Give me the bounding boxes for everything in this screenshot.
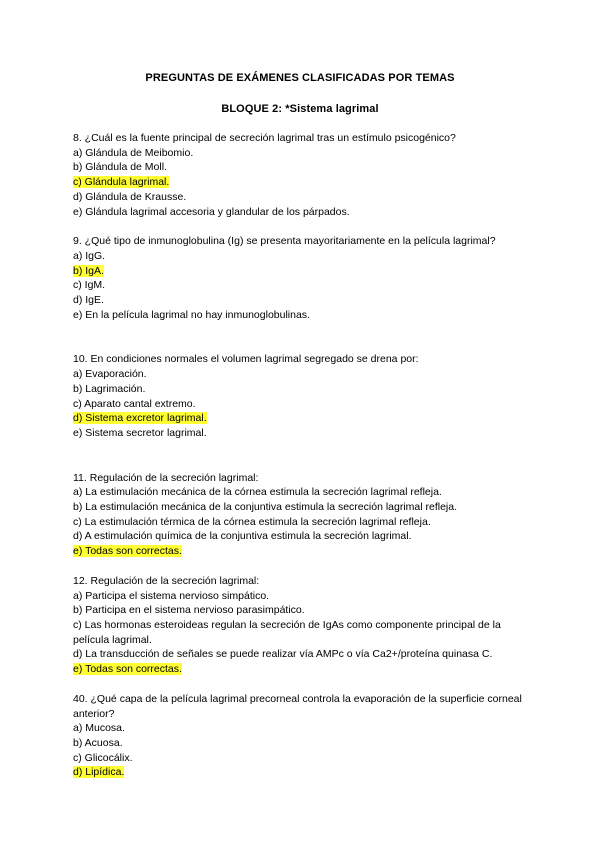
option: b) Acuosa. [73, 736, 123, 749]
option: b) Lagrimación. [73, 382, 146, 395]
option-correct [73, 175, 533, 190]
option: e) Sistema secretor lagrimal. [73, 426, 207, 439]
option: c) Glicocálix. [73, 751, 133, 764]
option: d) IgE. [73, 294, 104, 307]
option-correct [73, 544, 533, 559]
correct-answer-highlight: e) Todas son correctas. [73, 663, 182, 676]
question-text: 11. Regulación de la secreción lagrimal: [73, 471, 259, 484]
question-8 [73, 131, 533, 219]
option: a) Mucosa. [73, 722, 125, 735]
option: d) Glándula de Krausse. [73, 190, 187, 203]
option: c) La estimulación térmica de la córnea estimula la secreción lagrimal refleja. [73, 515, 431, 528]
option: c) Las hormonas esteroideas regulan la secreción de IgAs como componente principal de la película lagrimal. [73, 618, 501, 646]
question-10 [73, 352, 533, 440]
option: d) La transducción de señales se puede realizar vía AMPc o vía Ca2+/proteína quinasa C. [73, 648, 493, 661]
question-text: 12. Regulación de la secreción lagrimal: [73, 574, 260, 587]
option-correct [73, 662, 533, 677]
question-list [73, 131, 533, 780]
question-text: 40. ¿Qué capa de la película lagrimal precorneal controla la evaporación de la superficie corneal anterior? [73, 692, 522, 720]
question-text: 8. ¿Cuál es la fuente principal de secreción lagrimal tras un estímulo psicogénico? [73, 132, 456, 144]
question-text: 10. En condiciones normales el volumen lagrimal segregado se drena por: [73, 353, 419, 366]
correct-answer-highlight: d) Sistema excretor lagrimal. [73, 412, 207, 425]
question-40 [73, 692, 533, 780]
option: d) A estimulación química de la conjuntiva estimula la secreción lagrimal. [73, 530, 412, 543]
correct-answer-highlight: c) Glándula lagrimal. [73, 176, 170, 189]
correct-answer-highlight: d) Lipídica. [73, 766, 125, 779]
option: e) En la película lagrimal no hay inmunoglobulinas. [73, 308, 310, 321]
option: a) Participa el sistema nervioso simpático. [73, 589, 270, 602]
option: a) Glándula de Meibomio. [73, 146, 194, 159]
option: b) La estimulación mecánica de la conjuntiva estimula la secreción lagrimal refleja. [73, 501, 458, 514]
option: a) Evaporación. [73, 368, 147, 381]
page-title: PREGUNTAS DE EXÁMENES CLASIFICADAS POR TEMAS [145, 72, 455, 84]
question-9 [73, 234, 533, 322]
option-correct [73, 765, 533, 780]
option: a) La estimulación mecánica de la córnea estimula la secreción lagrimal refleja. [73, 486, 442, 499]
option: e) Glándula lagrimal accesoria y glandular de los párpados. [73, 205, 350, 218]
block-title: BLOQUE 2: *Sistema lagrimal [221, 103, 379, 115]
question-12 [73, 574, 533, 677]
option: a) IgG. [73, 249, 106, 262]
question-text: 9. ¿Qué tipo de inmunoglobulina (Ig) se presenta mayoritariamente en la película lagrimal? [73, 235, 496, 248]
option: b) Glándula de Moll. [73, 161, 167, 174]
option: b) Participa en el sistema nervioso parasimpático. [73, 604, 305, 617]
option: c) IgM. [73, 279, 106, 292]
option: c) Aparato cantal extremo. [73, 397, 196, 410]
question-11 [73, 471, 533, 559]
correct-answer-highlight: b) IgA. [73, 264, 104, 277]
option-correct [73, 411, 533, 426]
option-correct [73, 264, 533, 279]
correct-answer-highlight: e) Todas son correctas. [73, 545, 182, 558]
